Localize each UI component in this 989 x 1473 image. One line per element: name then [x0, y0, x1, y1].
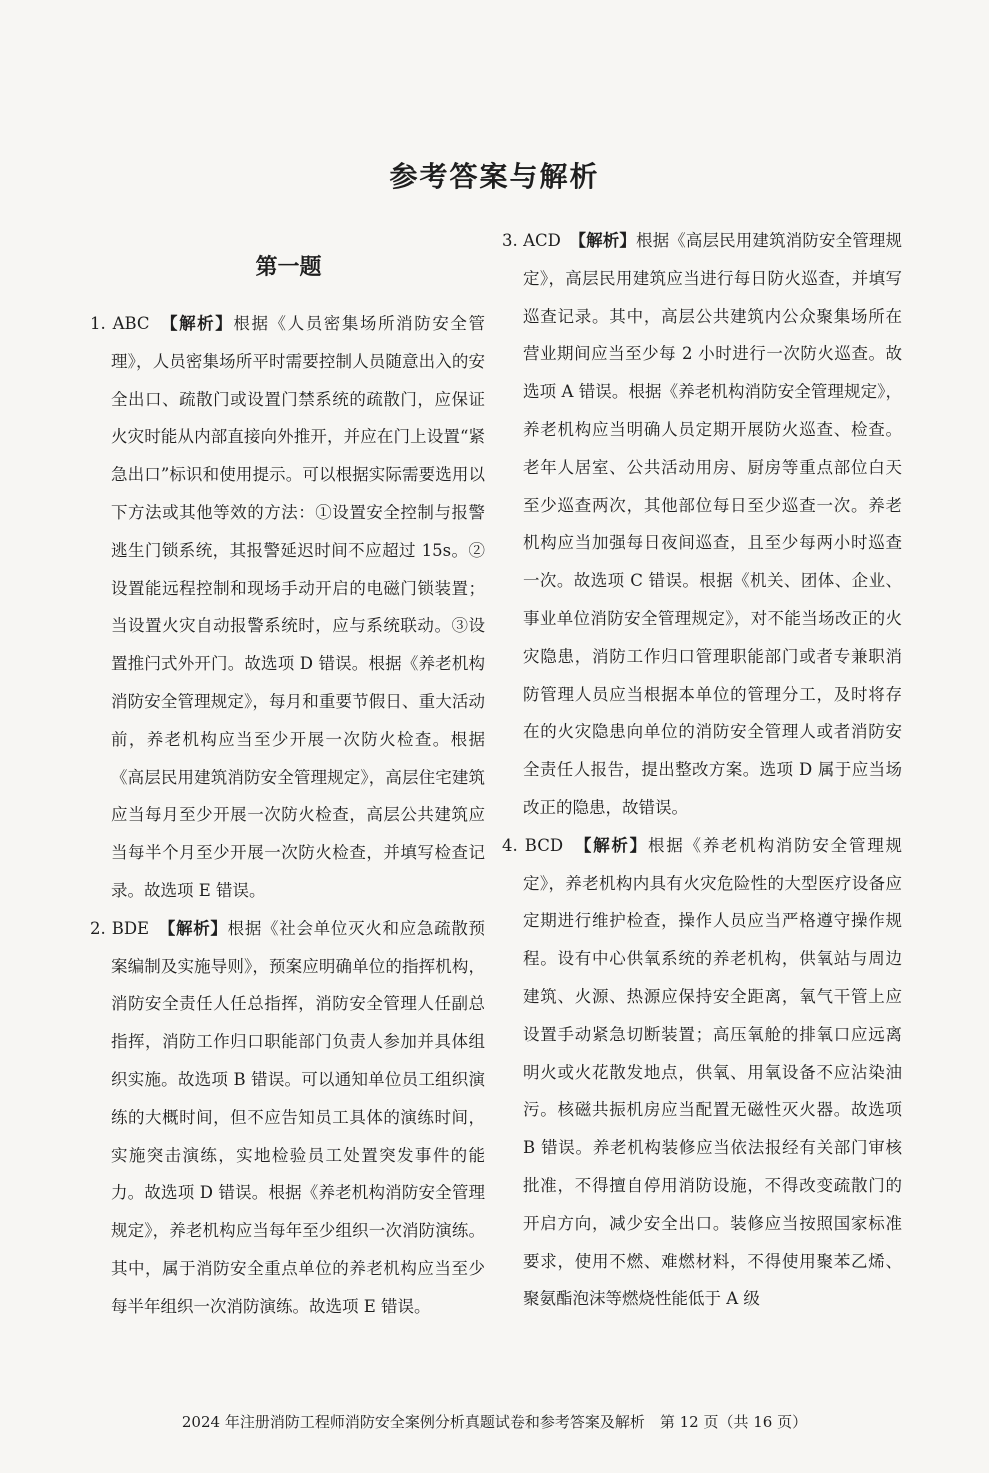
answer-2 — [90, 910, 485, 1326]
right-column — [502, 222, 902, 1318]
answer-text: 根据《养老机构消防安全管理规定》，养老机构内具有火灾危险性的大型医疗设备应定期进行维护检查，操作人员应当严格遵守操作规程。设有中心供氧系统的养老机构，供氧站与周边建筑、火源、热源应保持安全距离，氧气干管上应设置手动紧急切断装置；高压氧舱的排氧口应远离明火或火花散发地点，供氧、用氧设备不应沾染油污。核磁共振机房应当配置无磁性灭火器。故选项 B 错误。养老机构装修应当依法报经有关部门审核批准，不得擅自停用消防设施，不得改变疏散门的开启方向，减少安全出口。装修应当按照国家标准要求，使用不燃、难燃材料，不得使用聚苯乙烯、聚氨酯泡沫等燃烧性能低于 A 级 — [523, 835, 902, 1309]
analysis-tag: 【解析】 — [169, 314, 234, 333]
answer-number: 2. BDE — [90, 918, 150, 938]
answer-number: 4. BCD — [502, 835, 564, 855]
answer-text: 根据《人员密集场所消防安全管理》，人员密集场所平时需要控制人员随意出入的安全出口、疏散门或设置门禁系统的疏散门，应保证火灾时能从内部直接向外推开，并应在门上设置“紧急出口”标识和使用提示。可以根据实际需要选用以下方法或其他等效的方法：①设置安全控制与报警逃生门锁系统，其报警延迟时间不应超过 15s。②设置能远程控制和现场手动开启的电磁门锁装置；当设置火灾自动报警系统时，应与系统联动。③设置推闩式外开门。故选项 D 错误。根据《养老机构消防安全管理规定》，每月和重要节假日、重大活动前，养老机构应当至少开展一次防火检查。根据《高层民用建筑消防安全管理规定》，高层住宅建筑应当每月至少开展一次防火检查，高层公共建筑应当每半个月至少开展一次防火检查，并填写检查记录。故选项 E 错误。 — [111, 314, 486, 900]
answer-number: 3. ACD — [502, 231, 561, 250]
answer-3 — [502, 222, 902, 827]
analysis-tag: 【解析】 — [583, 835, 648, 855]
answer-number: 1. ABC — [90, 314, 150, 333]
analysis-tag: 【解析】 — [167, 918, 228, 938]
left-column — [90, 305, 485, 1326]
answer-4 — [502, 827, 902, 1318]
page-title: 参考答案与解析 — [389, 160, 600, 193]
page-footer: 2024 年注册消防工程师消防安全案例分析真题试卷和参考答案及解析 第 12 页（共 16 页） — [181, 1413, 808, 1431]
answer-1 — [90, 305, 485, 910]
answer-text: 根据《社会单位灭火和应急疏散预案编制及实施导则》，预案应明确单位的指挥机构，消防安全责任人任总指挥，消防安全管理人任副总指挥，消防工作归口职能部门负责人参加并具体组织实施。故选项 B 错误。可以通知单位员工组织演练的大概时间，但不应告知员工具体的演练时间，实施突击演练，实地检验员工处置突发事件的能力。故选项 D 错误。根据《养老机构消防安全管理规定》，养老机构应当每年至少组织一次消防演练。其中，属于消防安全重点单位的养老机构应当至少每半年组织一次消防演练。故选项 E 错误。 — [111, 918, 486, 1316]
section-title: 第一题 — [255, 255, 322, 280]
analysis-tag: 【解析】 — [577, 231, 636, 250]
answer-text: 根据《高层民用建筑消防安全管理规定》，高层民用建筑应当进行每日防火巡查，并填写巡查记录。其中，高层公共建筑内公众聚集场所在营业期间应当至少每 2 小时进行一次防火巡查。故选项 A 错误。根据《养老机构消防安全管理规定》，养老机构应当明确人员定期开展防火巡查、检查。老年人居室、公共活动用房、厨房等重点部位白天至少巡查两次，其他部位每日至少巡查一次。养老机构应当加强每日夜间巡查，且至少每两小时巡查一次。故选项 C 错误。根据《机关、团体、企业、事业单位消防安全管理规定》，对不能当场改正的火灾隐患，消防工作归口管理职能部门或者专兼职消防管理人员应当根据本单位的管理分工，及时将存在的火灾隐患向单位的消防安全管理人或者消防安全责任人报告，提出整改方案。选项 D 属于应当场改正的隐患，故错误。 — [523, 231, 903, 817]
